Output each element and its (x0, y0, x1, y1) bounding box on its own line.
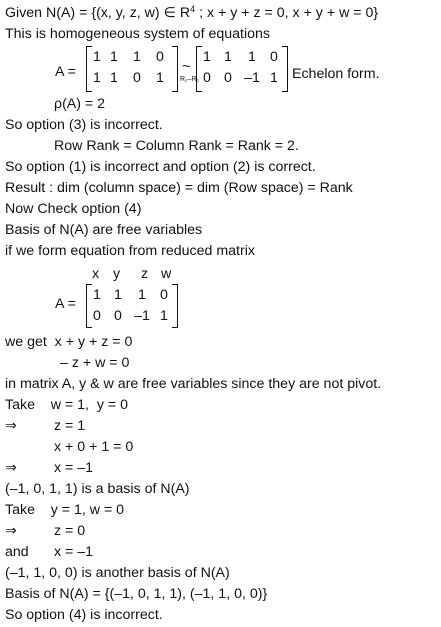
implies-icon: ⇒ (5, 418, 17, 434)
matrix-cell: 0 (114, 308, 122, 324)
eq2-line: – z + w = 0 (60, 355, 130, 371)
matrix-cell: –1 (134, 308, 150, 324)
free-vars-line: in matrix A, y & w are free variables since they are not pivot. (5, 376, 382, 392)
option3-line: So option (3) is incorrect. (5, 117, 163, 133)
final-line: So option (4) is incorrect. (5, 607, 163, 623)
result-line: Result : dim (column space) = dim (Row space) = Rank (5, 180, 353, 196)
matrix-cell: 1 (93, 70, 101, 86)
tilde-symbol: ~ (182, 58, 191, 75)
matrix-cell: 1 (133, 49, 141, 65)
and-label: and (5, 544, 29, 560)
given-line: Given N(A) = {(x, y, z, w) ∈ $R^4$ ; x + y + z = 0, x + y + w = 0} (5, 4, 379, 21)
row-rank-line: Row Rank = Column Rank = Rank = 2. (54, 138, 299, 154)
matrix-reduced (86, 284, 178, 328)
rank-line: ρ(A) = 2 (54, 96, 106, 112)
basis-all-line: Basis of N(A) = {(–1, 0, 1, 1), (–1, 1, 0, 0)} (5, 586, 268, 602)
matrix-cell: 1 (93, 287, 101, 303)
matrix-cell: 0 (93, 308, 101, 324)
matrix-cell: 0 (224, 70, 232, 86)
x1-line: x = –1 (54, 460, 94, 476)
a-equals-1: A = (55, 64, 76, 80)
basis1-line: (–1, 0, 1, 1) is a basis of N(A) (5, 481, 190, 497)
matrix-cell: 1 (248, 49, 256, 65)
we-get-line: we get x + y + z = 0 (5, 334, 133, 350)
matrix-cell: 1 (93, 49, 101, 65)
matrix-cell: 0 (156, 49, 164, 65)
matrix-cell: 0 (203, 70, 211, 86)
matrix-cell: 1 (160, 308, 168, 324)
matrix-cell: 1 (114, 287, 122, 303)
matrix-cell: 0 (133, 70, 141, 86)
option12-line: So option (1) is incorrect and option (2) is correct. (5, 159, 316, 175)
implies-icon: ⇒ (5, 523, 17, 539)
take1-line: Take w = 1, y = 0 (5, 397, 129, 413)
matrix-cell: 1 (203, 49, 211, 65)
check4-line: Now Check option (4) (5, 201, 142, 217)
col-head-z: z (141, 266, 149, 282)
echelon-label: Echelon form. (292, 66, 380, 82)
matrix-cell: –1 (244, 70, 260, 86)
matrix-cell: 0 (160, 287, 168, 303)
matrix-cell: 1 (156, 70, 164, 86)
take2-line: Take y = 1, w = 0 (5, 502, 125, 518)
matrix-cell: 1 (138, 287, 146, 303)
z2-line: z = 0 (54, 523, 86, 539)
matrix-cell: 1 (224, 49, 232, 65)
x2-line: x = –1 (54, 544, 94, 560)
matrix-a (86, 46, 178, 92)
matrix-cell: 1 (110, 70, 118, 86)
implies-icon: ⇒ (5, 460, 17, 476)
right-bracket (172, 46, 178, 92)
matrix-cell: 1 (110, 49, 118, 65)
col-head-w: w (161, 266, 172, 282)
sub1-line: x + 0 + 1 = 0 (54, 439, 134, 455)
matrix-echelon (196, 46, 288, 92)
reduced-line: if we form equation from reduced matrix (5, 243, 255, 259)
basis-free-line: Basis of N(A) are free variables (5, 222, 203, 238)
matrix-cell: 0 (270, 49, 278, 65)
z1-line: z = 1 (54, 418, 86, 434)
basis2-line: (–1, 1, 0, 0) is another basis of N(A) (5, 565, 230, 581)
col-head-x: x (92, 266, 100, 282)
matrix-cell: 1 (270, 70, 278, 86)
row-operation: R₂–R₁ (180, 76, 200, 83)
homogeneous-line: This is homogeneous system of equations (5, 26, 270, 42)
a-equals-2: A = (55, 296, 76, 312)
col-head-y: y (113, 266, 121, 282)
